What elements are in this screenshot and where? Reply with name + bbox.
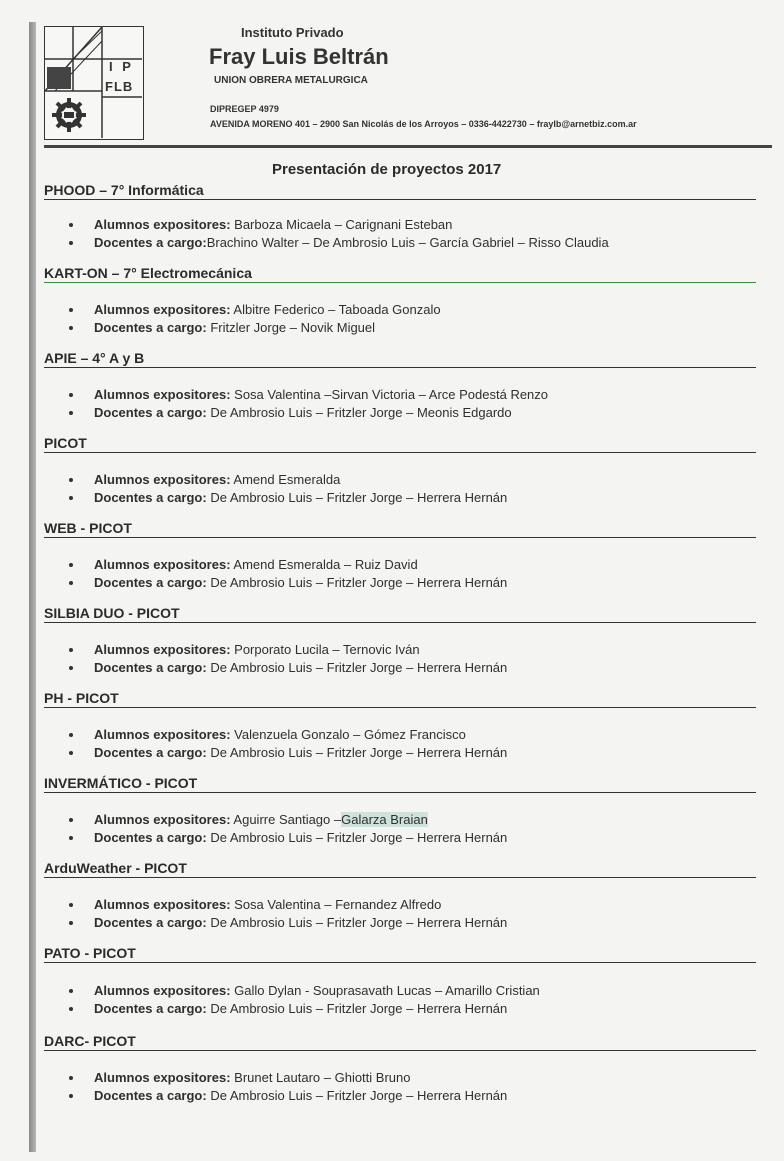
union-name: UNION OBRERA METALURGICA bbox=[214, 75, 368, 86]
teachers-item bbox=[44, 234, 756, 252]
project-section bbox=[44, 944, 756, 1018]
teachers-label: Docentes a cargo: bbox=[94, 405, 207, 420]
teachers-label: Docentes a cargo: bbox=[94, 660, 207, 675]
project-title: SILBIA DUO - PICOT bbox=[44, 604, 756, 623]
students-item bbox=[44, 726, 756, 744]
students-names: Amend Esmeralda – Ruiz David bbox=[230, 557, 418, 572]
project-section bbox=[44, 349, 756, 422]
bullet-icon bbox=[69, 1094, 73, 1098]
teachers-label: Docentes a cargo: bbox=[94, 915, 207, 930]
binding-bar bbox=[29, 22, 36, 1152]
institute-name: Fray Luis Beltrán bbox=[209, 44, 389, 69]
project-title: DARC- PICOT bbox=[44, 1032, 756, 1051]
project-section bbox=[44, 1032, 756, 1105]
bullet-icon bbox=[69, 989, 73, 993]
students-names: Gallo Dylan - Souprasavath Lucas – Amarillo Cristian bbox=[230, 983, 540, 998]
students-item bbox=[44, 216, 756, 234]
students-label: Alumnos expositores: bbox=[94, 472, 231, 487]
students-names: Valenzuela Gonzalo – Gómez Francisco bbox=[230, 727, 466, 742]
teachers-names: De Ambrosio Luis – Fritzler Jorge – Herrera Hernán bbox=[206, 1001, 508, 1016]
project-title: PICOT bbox=[44, 434, 756, 453]
students-item bbox=[44, 301, 756, 319]
students-names: Sosa Valentina – Fernandez Alfredo bbox=[230, 897, 442, 912]
document-title: Presentación de proyectos 2017 bbox=[272, 161, 502, 178]
institute-address: AVENIDA MORENO 401 – 2900 San Nicolás de los Arroyos – 0336-4422730 – fraylb@arnetbiz.com.ar bbox=[210, 119, 637, 129]
bullet-icon bbox=[69, 666, 73, 670]
project-section bbox=[44, 604, 756, 677]
bullet-icon bbox=[69, 836, 73, 840]
logo-text-flb: FLB bbox=[105, 79, 134, 94]
project-title: WEB - PICOT bbox=[44, 519, 756, 538]
project-title: PATO - PICOT bbox=[44, 944, 756, 963]
bullet-icon bbox=[69, 223, 73, 227]
teachers-item bbox=[44, 1000, 756, 1018]
teachers-names: De Ambrosio Luis – Fritzler Jorge – Herrera Hernán bbox=[206, 660, 508, 675]
bullet-icon bbox=[69, 648, 73, 652]
teachers-item bbox=[44, 489, 756, 507]
project-section bbox=[44, 689, 756, 762]
bullet-icon bbox=[69, 478, 73, 482]
teachers-item bbox=[44, 404, 756, 422]
teachers-label: Docentes a cargo: bbox=[94, 235, 207, 250]
students-item bbox=[44, 641, 756, 659]
teachers-label: Docentes a cargo: bbox=[94, 320, 207, 335]
teachers-names: De Ambrosio Luis – Fritzler Jorge – Herrera Hernán bbox=[206, 830, 508, 845]
teachers-label: Docentes a cargo: bbox=[94, 1001, 207, 1016]
teachers-names: Brachino Walter – De Ambrosio Luis – García Gabriel – Risso Claudia bbox=[206, 235, 609, 250]
students-names: Amend Esmeralda bbox=[230, 472, 341, 487]
project-section bbox=[44, 181, 756, 252]
teachers-names: De Ambrosio Luis – Fritzler Jorge – Herrera Hernán bbox=[206, 490, 508, 505]
students-label: Alumnos expositores: bbox=[94, 302, 231, 317]
bullet-icon bbox=[69, 241, 73, 245]
students-item bbox=[44, 811, 756, 829]
bullet-icon bbox=[69, 751, 73, 755]
bullet-icon bbox=[69, 496, 73, 500]
project-title: INVERMÁTICO - PICOT bbox=[44, 774, 756, 793]
students-item bbox=[44, 556, 756, 574]
bullet-icon bbox=[69, 393, 73, 397]
bullet-icon bbox=[69, 1076, 73, 1080]
project-title: KART-ON – 7° Electromecánica bbox=[44, 264, 756, 283]
teachers-label: Docentes a cargo: bbox=[94, 830, 207, 845]
students-item bbox=[44, 386, 756, 404]
bullet-icon bbox=[69, 326, 73, 330]
project-title: APIE – 4° A y B bbox=[44, 349, 756, 368]
teachers-item bbox=[44, 659, 756, 677]
teachers-names: De Ambrosio Luis – Fritzler Jorge – Herrera Hernán bbox=[206, 915, 508, 930]
students-label: Alumnos expositores: bbox=[94, 387, 231, 402]
students-label: Alumnos expositores: bbox=[94, 983, 231, 998]
teachers-item bbox=[44, 574, 756, 592]
header-divider bbox=[44, 145, 772, 148]
students-label: Alumnos expositores: bbox=[94, 217, 231, 232]
teachers-names: De Ambrosio Luis – Fritzler Jorge – Meonis Edgardo bbox=[206, 405, 512, 420]
students-item bbox=[44, 982, 756, 1000]
logo-text-ip: I P bbox=[109, 59, 134, 74]
teachers-item bbox=[44, 829, 756, 847]
teachers-names: De Ambrosio Luis – Fritzler Jorge – Herrera Hernán bbox=[206, 1088, 508, 1103]
teachers-label: Docentes a cargo: bbox=[94, 575, 207, 590]
project-title: ArduWeather - PICOT bbox=[44, 859, 756, 878]
project-section bbox=[44, 264, 756, 337]
teachers-item bbox=[44, 914, 756, 932]
students-names: Barboza Micaela – Carignani Esteban bbox=[230, 217, 453, 232]
teachers-label: Docentes a cargo: bbox=[94, 1088, 207, 1103]
students-label: Alumnos expositores: bbox=[94, 897, 231, 912]
bullet-icon bbox=[69, 903, 73, 907]
bullet-icon bbox=[69, 308, 73, 312]
teachers-label: Docentes a cargo: bbox=[94, 745, 207, 760]
dipregep-code: DIPREGEP 4979 bbox=[210, 104, 279, 114]
institute-logo bbox=[44, 26, 144, 140]
project-title: PHOOD – 7° Informática bbox=[44, 181, 756, 200]
teachers-names: De Ambrosio Luis – Fritzler Jorge – Herrera Hernán bbox=[206, 745, 508, 760]
highlighted-student-name: Galarza Braian bbox=[341, 812, 428, 827]
students-names: Aguirre Santiago – bbox=[230, 812, 342, 827]
bullet-icon bbox=[69, 1007, 73, 1011]
students-label: Alumnos expositores: bbox=[94, 727, 231, 742]
bullet-icon bbox=[69, 411, 73, 415]
bullet-icon bbox=[69, 581, 73, 585]
project-title: PH - PICOT bbox=[44, 689, 756, 708]
students-label: Alumnos expositores: bbox=[94, 642, 231, 657]
project-section bbox=[44, 859, 756, 932]
bullet-icon bbox=[69, 733, 73, 737]
students-item bbox=[44, 1069, 756, 1087]
teachers-item bbox=[44, 319, 756, 337]
students-item bbox=[44, 896, 756, 914]
bullet-icon bbox=[69, 563, 73, 567]
teachers-names: Fritzler Jorge – Novik Miguel bbox=[206, 320, 376, 335]
project-section bbox=[44, 774, 756, 847]
students-label: Alumnos expositores: bbox=[94, 812, 231, 827]
students-item bbox=[44, 471, 756, 489]
students-names: Albitre Federico – Taboada Gonzalo bbox=[230, 302, 441, 317]
students-names: Brunet Lautaro – Ghiotti Bruno bbox=[230, 1070, 411, 1085]
project-section bbox=[44, 434, 756, 507]
teachers-item bbox=[44, 1087, 756, 1105]
project-section bbox=[44, 519, 756, 592]
students-label: Alumnos expositores: bbox=[94, 1070, 231, 1085]
bullet-icon bbox=[69, 921, 73, 925]
students-label: Alumnos expositores: bbox=[94, 557, 231, 572]
teachers-label: Docentes a cargo: bbox=[94, 490, 207, 505]
students-names: Sosa Valentina –Sirvan Victoria – Arce Podestá Renzo bbox=[230, 387, 549, 402]
teachers-item bbox=[44, 744, 756, 762]
teachers-names: De Ambrosio Luis – Fritzler Jorge – Herrera Hernán bbox=[206, 575, 508, 590]
institute-type: Instituto Privado bbox=[241, 25, 344, 40]
students-names: Porporato Lucila – Ternovic Iván bbox=[230, 642, 420, 657]
bullet-icon bbox=[69, 818, 73, 822]
